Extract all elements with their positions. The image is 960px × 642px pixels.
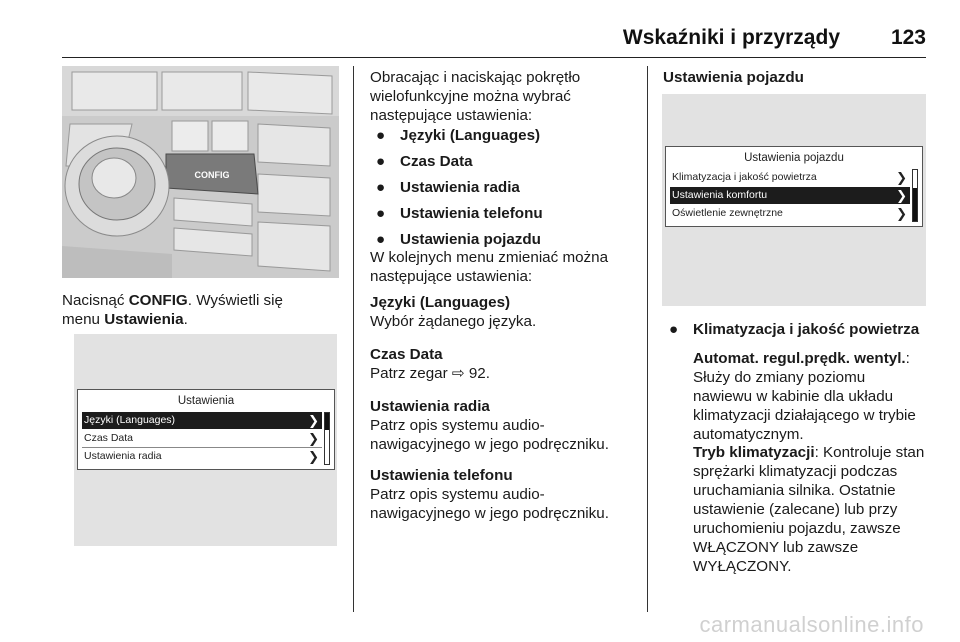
vehicle-settings-display (665, 146, 923, 227)
bullet-item: ● Ustawienia pojazdu (376, 231, 541, 248)
bullet-dot-icon: ● (376, 205, 386, 222)
scrollbar[interactable] (912, 169, 918, 222)
section-time-date: Czas Data Patrz zegar ⇨ 92. (370, 346, 490, 382)
section-phone-settings: Ustawienia telefonu Patrz opis systemu audio- nawigacyjnego w jego podręczniku. (370, 467, 609, 522)
column-divider-1 (353, 66, 354, 612)
column-divider-2 (647, 66, 648, 612)
menu-row-exterior-lighting[interactable]: Oświetlenie zewnętrzne ❯ (672, 206, 907, 221)
console-photo (62, 66, 339, 278)
chevron-right-icon: ❯ (896, 188, 907, 203)
bullet-dot-icon: ● (376, 153, 386, 170)
section-languages: Języki (Languages) Wybór żądanego języka. (370, 294, 537, 330)
menu-row-time-date[interactable]: Czas Data ❯ (84, 431, 319, 446)
settings-bullet-list (370, 126, 640, 256)
page-number: 123 (890, 26, 926, 49)
followup-text: W kolejnych menu zmieniać można następujące ustawienia: (370, 249, 609, 285)
scrollbar-thumb[interactable] (325, 413, 329, 430)
header-rule (62, 57, 926, 58)
chevron-right-icon: ❯ (308, 449, 319, 464)
config-instruction: Nacisnąć CONFIG. Wyświetli się menu Ustawienia. (62, 292, 283, 328)
config-button-label: CONFIG (194, 170, 230, 180)
bullet-item: ● Ustawienia radia (376, 179, 520, 196)
scrollbar[interactable] (324, 412, 330, 465)
settings-screen-panel (74, 334, 337, 546)
console-illustration (62, 66, 339, 278)
bullet-dot-icon: ● (669, 321, 679, 338)
bullet-item: ● Czas Data (376, 153, 473, 170)
bullet-dot-icon: ● (376, 127, 386, 144)
fan-speed-description: Automat. regul.prędk. wentyl.: Służy do zmiany poziomu nawiewu w kabinie dla układu klimatyzacji działającego w trybie automatycznym. (693, 350, 916, 443)
display-title: Ustawienia (177, 395, 235, 407)
chapter-title: Wskaźniki i przyrządy (622, 26, 840, 49)
chevron-right-icon: ❯ (308, 431, 319, 446)
chevron-right-icon: ❯ (896, 206, 907, 221)
watermark: carmanualsonline.info (699, 612, 924, 637)
chevron-right-icon: ❯ (896, 170, 907, 185)
bullet-item: ● Ustawienia telefonu (376, 205, 543, 222)
ac-mode-description: Tryb klimatyzacji: Kontroluje stan sprężarki klimatyzacji podczas uruchamiania silnika. Ostatnie ustawienie (zalecane) lub przy uruchomieniu pojazdu, zawsze WŁĄCZONY lub zawsze WYŁĄCZONY. (693, 444, 925, 575)
intro-text: Obracając i naciskając pokrętło wielofunkcyjne można wybrać następujące ustawienia: (370, 69, 581, 124)
menu-row-languages[interactable]: Języki (Languages) ❯ (82, 412, 322, 429)
section-radio-settings: Ustawienia radia Patrz opis systemu audio- nawigacyjnego w jego podręczniku. (370, 398, 609, 453)
vehicle-screen-panel (662, 94, 926, 306)
bullet-item: ● Języki (Languages) (376, 127, 541, 144)
vehicle-settings-heading: Ustawienia pojazdu (663, 69, 804, 86)
climate-bullet: ● Klimatyzacja i jakość powietrza (669, 321, 920, 338)
bullet-dot-icon: ● (376, 231, 386, 248)
chevron-right-icon: ❯ (308, 413, 319, 428)
menu-row-comfort[interactable]: Ustawienia komfortu ❯ (670, 187, 910, 204)
bullet-dot-icon: ● (376, 179, 386, 196)
menu-row-radio-settings[interactable]: Ustawienia radia ❯ (84, 449, 319, 464)
scrollbar-thumb[interactable] (913, 188, 917, 221)
display-title: Ustawienia pojazdu (744, 152, 844, 164)
settings-display (77, 389, 335, 470)
menu-row-climate[interactable]: Klimatyzacja i jakość powietrza ❯ (672, 170, 907, 185)
